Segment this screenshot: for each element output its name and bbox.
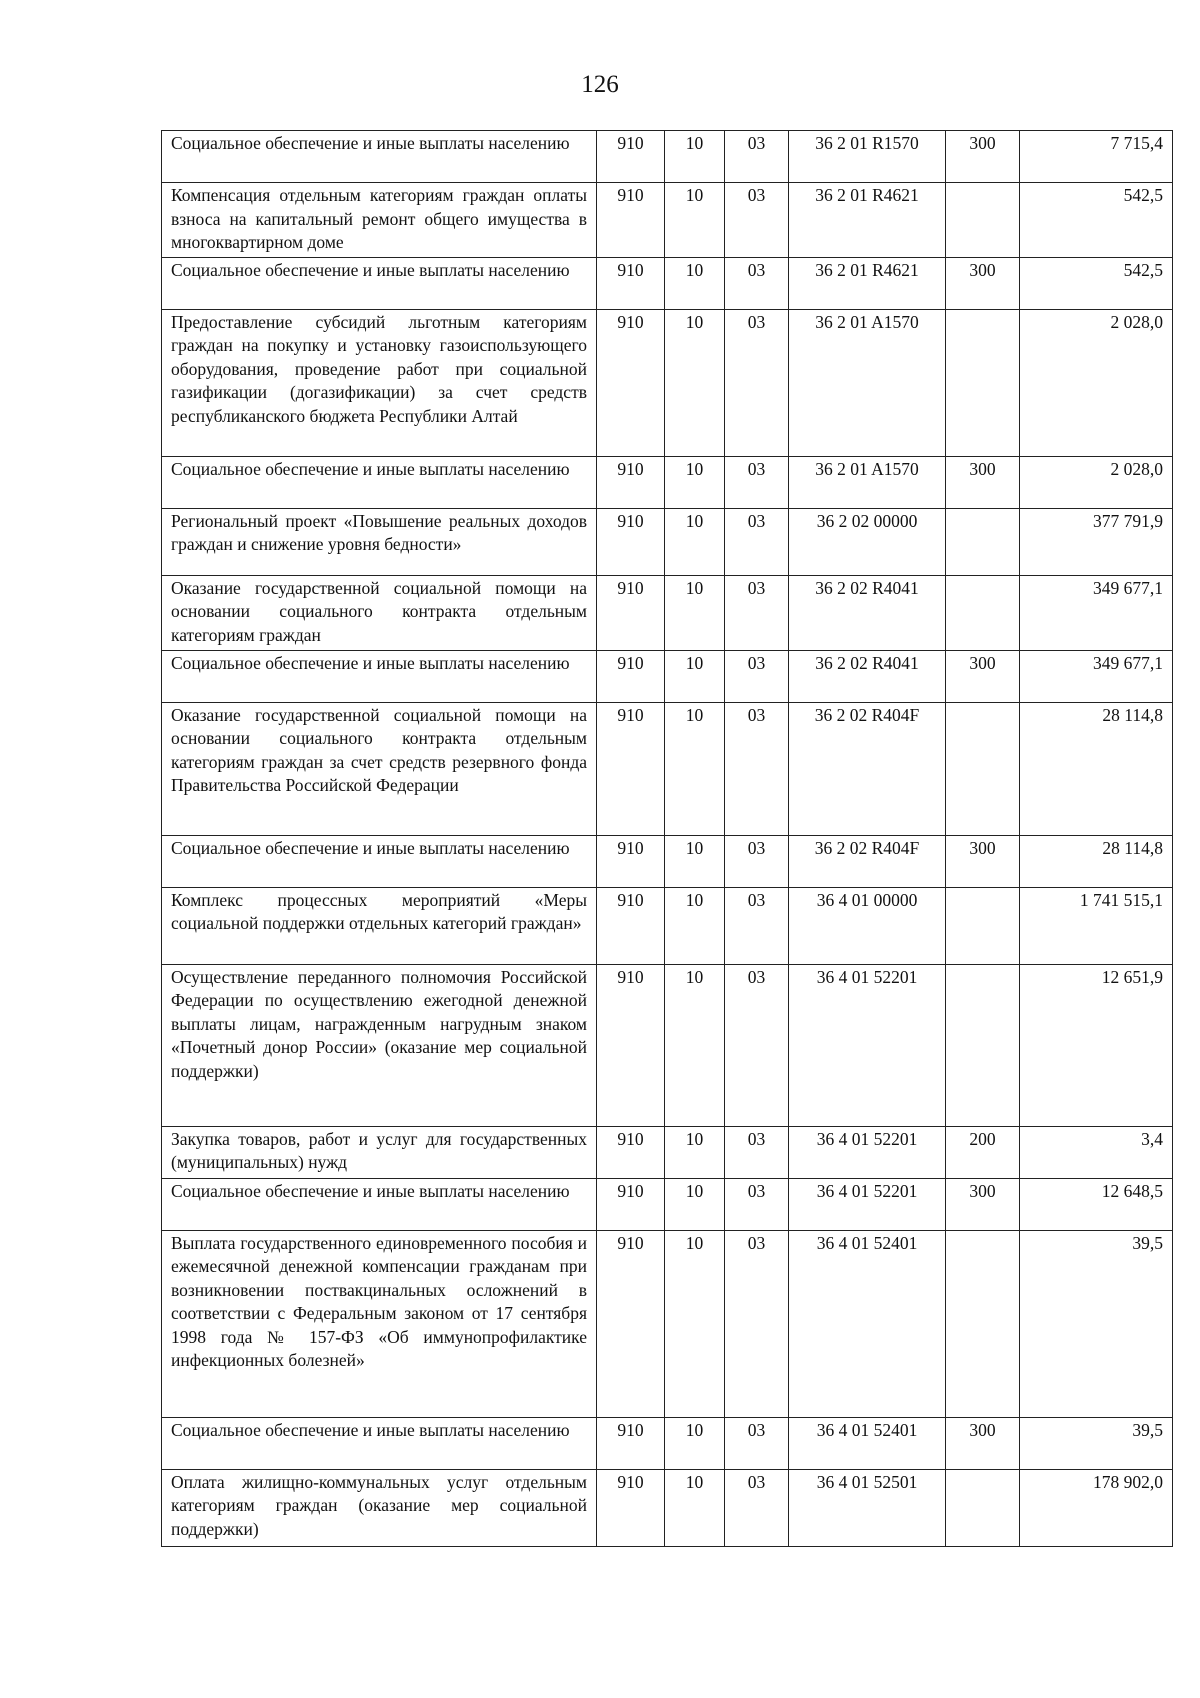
cell-rz: 10 xyxy=(665,456,725,508)
cell-name: Оплата жилищно-коммунальных услуг отдельным категориям граждан (оказание мер социальной поддержки) xyxy=(162,1469,597,1546)
cell-rz: 10 xyxy=(665,1230,725,1417)
cell-pr: 03 xyxy=(725,456,789,508)
table-row xyxy=(162,835,1173,887)
cell-rz: 10 xyxy=(665,887,725,964)
cell-vr: 300 xyxy=(946,1417,1020,1469)
cell-rz: 10 xyxy=(665,575,725,650)
cell-pr: 03 xyxy=(725,1178,789,1230)
table-row xyxy=(162,887,1173,964)
cell-name: Закупка товаров, работ и услуг для государственных (муниципальных) нужд xyxy=(162,1126,597,1178)
table-row xyxy=(162,309,1173,456)
cell-name: Социальное обеспечение и иные выплаты населению xyxy=(162,257,597,309)
cell-rz: 10 xyxy=(665,183,725,258)
cell-csr: 36 2 01 R4621 xyxy=(789,183,946,258)
cell-sum: 28 114,8 xyxy=(1020,835,1173,887)
cell-csr: 36 4 01 52201 xyxy=(789,1178,946,1230)
cell-vr: 300 xyxy=(946,1178,1020,1230)
cell-gr: 910 xyxy=(597,508,665,575)
cell-gr: 910 xyxy=(597,887,665,964)
table-row xyxy=(162,1126,1173,1178)
cell-pr: 03 xyxy=(725,508,789,575)
cell-vr xyxy=(946,887,1020,964)
table-row xyxy=(162,1178,1173,1230)
cell-name: Социальное обеспечение и иные выплаты населению xyxy=(162,835,597,887)
cell-rz: 10 xyxy=(665,1469,725,1546)
cell-vr xyxy=(946,183,1020,258)
cell-name: Региональный проект «Повышение реальных доходов граждан и снижение уровня бедности» xyxy=(162,508,597,575)
cell-pr: 03 xyxy=(725,1230,789,1417)
cell-sum: 3,4 xyxy=(1020,1126,1173,1178)
table-row xyxy=(162,131,1173,183)
cell-csr: 36 4 01 52401 xyxy=(789,1230,946,1417)
cell-sum: 7 715,4 xyxy=(1020,131,1173,183)
cell-csr: 36 4 01 00000 xyxy=(789,887,946,964)
cell-vr xyxy=(946,1230,1020,1417)
cell-csr: 36 2 02 R4041 xyxy=(789,650,946,702)
cell-gr: 910 xyxy=(597,1469,665,1546)
cell-vr xyxy=(946,309,1020,456)
page-number: 126 xyxy=(581,71,619,98)
cell-pr: 03 xyxy=(725,835,789,887)
cell-name: Социальное обеспечение и иные выплаты населению xyxy=(162,456,597,508)
cell-pr: 03 xyxy=(725,257,789,309)
cell-name: Выплата государственного единовременного пособия и ежемесячной денежной компенсации гражданам при возникновении поствакцинальных осложнений в соответствии с Федеральным законом от 17 сентября 1998 года № 157-ФЗ «Об иммунопрофилактике инфекционных болезней» xyxy=(162,1230,597,1417)
cell-vr xyxy=(946,575,1020,650)
cell-vr: 300 xyxy=(946,835,1020,887)
cell-csr: 36 2 02 00000 xyxy=(789,508,946,575)
cell-rz: 10 xyxy=(665,835,725,887)
cell-gr: 910 xyxy=(597,964,665,1126)
cell-pr: 03 xyxy=(725,887,789,964)
cell-rz: 10 xyxy=(665,1126,725,1178)
cell-vr: 300 xyxy=(946,456,1020,508)
cell-vr: 200 xyxy=(946,1126,1020,1178)
table-row xyxy=(162,257,1173,309)
cell-rz: 10 xyxy=(665,508,725,575)
cell-name: Социальное обеспечение и иные выплаты населению xyxy=(162,1417,597,1469)
cell-gr: 910 xyxy=(597,702,665,835)
cell-gr: 910 xyxy=(597,1178,665,1230)
cell-sum: 1 741 515,1 xyxy=(1020,887,1173,964)
cell-pr: 03 xyxy=(725,183,789,258)
cell-gr: 910 xyxy=(597,309,665,456)
cell-sum: 2 028,0 xyxy=(1020,309,1173,456)
cell-name: Осуществление переданного полномочия Российской Федерации по осуществлению ежегодной денежной выплаты лицам, награжденным нагрудным знаком «Почетный донор России» (оказание мер социальной поддержки) xyxy=(162,964,597,1126)
cell-pr: 03 xyxy=(725,964,789,1126)
table-row xyxy=(162,575,1173,650)
table-row xyxy=(162,1230,1173,1417)
table-row xyxy=(162,456,1173,508)
cell-name: Предоставление субсидий льготным категориям граждан на покупку и установку газоиспользующего оборудования, проведение работ при социальной газификации (догазификации) за счет средств республиканского бюджета Республики Алтай xyxy=(162,309,597,456)
cell-name: Оказание государственной социальной помощи на основании социального контракта отдельным категориям граждан за счет средств резервного фонда Правительства Российской Федерации xyxy=(162,702,597,835)
cell-name: Социальное обеспечение и иные выплаты населению xyxy=(162,650,597,702)
cell-pr: 03 xyxy=(725,1469,789,1546)
cell-gr: 910 xyxy=(597,1417,665,1469)
table-row xyxy=(162,650,1173,702)
cell-csr: 36 4 01 52201 xyxy=(789,1126,946,1178)
cell-gr: 910 xyxy=(597,1230,665,1417)
cell-sum: 28 114,8 xyxy=(1020,702,1173,835)
cell-rz: 10 xyxy=(665,131,725,183)
cell-vr xyxy=(946,702,1020,835)
cell-csr: 36 2 01 R4621 xyxy=(789,257,946,309)
cell-rz: 10 xyxy=(665,1178,725,1230)
table-body xyxy=(162,131,1173,1547)
cell-vr: 300 xyxy=(946,131,1020,183)
cell-csr: 36 2 02 R404F xyxy=(789,702,946,835)
cell-csr: 36 2 01 R1570 xyxy=(789,131,946,183)
cell-pr: 03 xyxy=(725,1417,789,1469)
cell-csr: 36 4 01 52401 xyxy=(789,1417,946,1469)
cell-pr: 03 xyxy=(725,131,789,183)
budget-table xyxy=(161,130,1173,1547)
cell-rz: 10 xyxy=(665,964,725,1126)
cell-gr: 910 xyxy=(597,257,665,309)
cell-gr: 910 xyxy=(597,183,665,258)
cell-csr: 36 2 01 A1570 xyxy=(789,456,946,508)
cell-rz: 10 xyxy=(665,702,725,835)
cell-gr: 910 xyxy=(597,456,665,508)
cell-rz: 10 xyxy=(665,650,725,702)
cell-pr: 03 xyxy=(725,1126,789,1178)
table-row xyxy=(162,183,1173,258)
cell-vr xyxy=(946,964,1020,1126)
cell-gr: 910 xyxy=(597,1126,665,1178)
cell-csr: 36 4 01 52501 xyxy=(789,1469,946,1546)
cell-sum: 542,5 xyxy=(1020,183,1173,258)
cell-name: Комплекс процессных мероприятий «Меры социальной поддержки отдельных категорий граждан» xyxy=(162,887,597,964)
cell-pr: 03 xyxy=(725,702,789,835)
cell-sum: 12 648,5 xyxy=(1020,1178,1173,1230)
cell-csr: 36 2 02 R4041 xyxy=(789,575,946,650)
cell-gr: 910 xyxy=(597,575,665,650)
cell-gr: 910 xyxy=(597,835,665,887)
cell-vr xyxy=(946,1469,1020,1546)
table-row xyxy=(162,964,1173,1126)
cell-vr xyxy=(946,508,1020,575)
cell-sum: 2 028,0 xyxy=(1020,456,1173,508)
cell-rz: 10 xyxy=(665,257,725,309)
cell-vr: 300 xyxy=(946,650,1020,702)
table-row xyxy=(162,1417,1173,1469)
cell-name: Социальное обеспечение и иные выплаты населению xyxy=(162,1178,597,1230)
cell-sum: 542,5 xyxy=(1020,257,1173,309)
cell-sum: 349 677,1 xyxy=(1020,650,1173,702)
cell-name: Компенсация отдельным категориям граждан оплаты взноса на капитальный ремонт общего имущества в многоквартирном доме xyxy=(162,183,597,258)
cell-csr: 36 2 02 R404F xyxy=(789,835,946,887)
cell-gr: 910 xyxy=(597,131,665,183)
cell-rz: 10 xyxy=(665,1417,725,1469)
cell-rz: 10 xyxy=(665,309,725,456)
table-row xyxy=(162,508,1173,575)
table-row xyxy=(162,702,1173,835)
cell-sum: 377 791,9 xyxy=(1020,508,1173,575)
cell-csr: 36 4 01 52201 xyxy=(789,964,946,1126)
cell-pr: 03 xyxy=(725,650,789,702)
cell-sum: 349 677,1 xyxy=(1020,575,1173,650)
cell-sum: 39,5 xyxy=(1020,1417,1173,1469)
cell-vr: 300 xyxy=(946,257,1020,309)
cell-csr: 36 2 01 A1570 xyxy=(789,309,946,456)
cell-sum: 12 651,9 xyxy=(1020,964,1173,1126)
cell-pr: 03 xyxy=(725,575,789,650)
cell-sum: 39,5 xyxy=(1020,1230,1173,1417)
cell-gr: 910 xyxy=(597,650,665,702)
cell-name: Социальное обеспечение и иные выплаты населению xyxy=(162,131,597,183)
cell-sum: 178 902,0 xyxy=(1020,1469,1173,1546)
cell-name: Оказание государственной социальной помощи на основании социального контракта отдельным категориям граждан xyxy=(162,575,597,650)
table-row xyxy=(162,1469,1173,1546)
cell-pr: 03 xyxy=(725,309,789,456)
